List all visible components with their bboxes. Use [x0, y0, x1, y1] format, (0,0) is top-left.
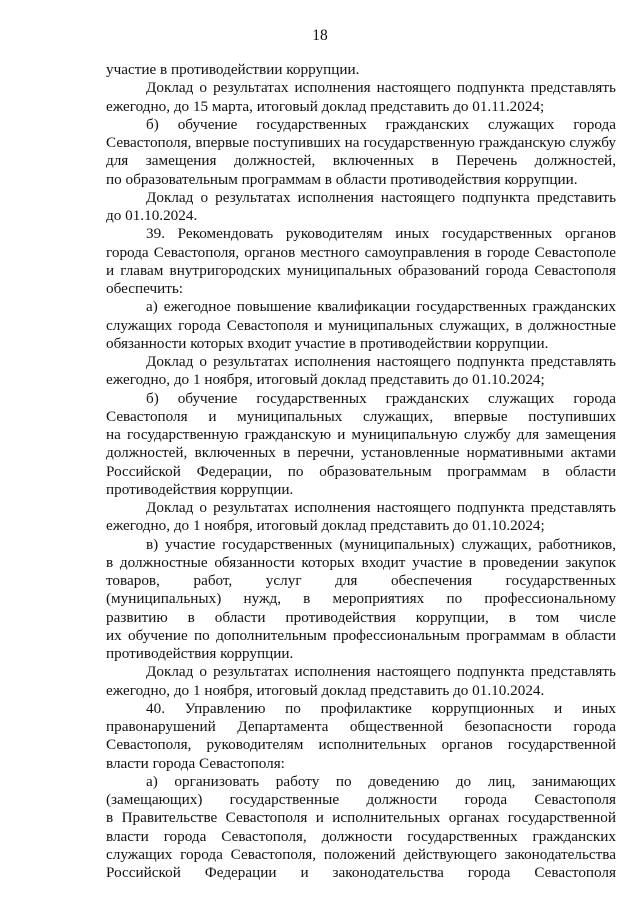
text-line: их обучение по дополнительным профессиональным программам в области — [106, 626, 616, 644]
text-line: Российской Федерации и законодательства города Севастополя — [106, 864, 616, 881]
text-line: Доклад о результатах исполнения настоящего подпункта представлять — [146, 79, 616, 97]
text-line: Доклад о результатах исполнения настоящего подпункта представлять — [146, 663, 616, 681]
text-line: а) организовать работу по доведению до лиц, занимающих — [146, 772, 616, 790]
text-line: Доклад о результатах исполнения настоящего подпункта представлять — [146, 353, 616, 370]
text-line: города Севастополя, органов местного самоуправления в городе Севастополе — [106, 243, 616, 261]
text-line: обеспечить: — [106, 280, 184, 297]
text-line: ежегодно, до 15 марта, итоговый доклад представить до 01.11.2024; — [106, 97, 545, 115]
text-line: в) участие государственных (муниципальных) служащих, работников, — [146, 535, 616, 553]
text-line: (замещающих) государственные должности города Севастополя — [106, 791, 616, 808]
text-line: Доклад о результатах исполнения настоящего подпункта представлять — [146, 499, 616, 516]
text-line: товаров, работ, услуг для обеспечения государственных — [106, 572, 616, 589]
text-line: ежегодно, до 1 ноября, итоговый доклад представить до 01.10.2024; — [106, 517, 545, 535]
text-line: 39. Рекомендовать руководителям иных государственных органов — [146, 225, 616, 243]
text-line: б) обучение государственных гражданских служащих города — [146, 389, 616, 407]
text-line: власти города Севастополя, должности государственных гражданских — [106, 827, 616, 845]
text-line: противодействия коррупции. — [106, 480, 294, 498]
text-line: на государственную гражданскую и муниципальную службу для замещения — [106, 426, 616, 443]
text-line: до 01.10.2024. — [106, 207, 198, 224]
text-line: участие в противодействии коррупции. — [106, 61, 360, 78]
text-line: правонарушений Департамента общественной безопасности города — [106, 718, 616, 735]
text-line: и главам внутригородских муниципальных образований города Севастополя — [106, 261, 616, 279]
text-line: служащих города Севастополя, положений действующего законодательства — [106, 845, 616, 863]
text-line: развитию в области противодействия коррупции, в том числе — [106, 608, 616, 626]
text-line: Севастополя, впервые поступивших на государственную гражданскую службу — [106, 134, 616, 151]
text-line: Севастополя и муниципальных служащих, впервые поступивших — [106, 407, 616, 425]
text-line: б) обучение государственных гражданских служащих города — [146, 115, 616, 133]
text-line: 40. Управлению по профилактике коррупционных и иных — [146, 699, 616, 717]
text-line: Российской Федерации, по образовательным программам в области — [106, 462, 616, 480]
text-line: должностей, включенных в перечни, установленные нормативными актами — [106, 444, 616, 462]
text-line: Севастополя, руководителям исполнительных органов государственной — [106, 736, 616, 754]
text-line: ежегодно, до 1 ноября, итоговый доклад представить до 01.10.2024; — [106, 371, 545, 389]
text-line: в Правительстве Севастополя и исполнительных органах государственной — [106, 809, 616, 827]
text-line: а) ежегодное повышение квалификации государственных гражданских — [146, 298, 616, 316]
document-body — [106, 61, 616, 882]
text-line: Доклад о результатах исполнения настоящего подпункта представить — [146, 188, 616, 206]
page-number: 18 — [312, 27, 328, 44]
text-line: обязанности которых входит участие в противодействии коррупции. — [106, 334, 549, 352]
text-line: по образовательным программам в области противодействия коррупции. — [106, 170, 578, 188]
text-line: служащих города Севастополя и муниципальных служащих, в должностные — [106, 316, 616, 334]
text-line: в должностные обязанности которых входит участие в проведении закупок — [106, 553, 616, 571]
text-line: власти города Севастополя: — [106, 754, 285, 772]
text-line: противодействия коррупции. — [106, 645, 294, 662]
text-line: (муниципальных) нужд, в мероприятиях по профессиональному — [106, 590, 616, 608]
text-line: для замещения должностей, включенных в Перечень должностей, — [106, 152, 616, 170]
text-line: ежегодно, до 1 ноября, итоговый доклад представить до 01.10.2024. — [106, 681, 545, 699]
